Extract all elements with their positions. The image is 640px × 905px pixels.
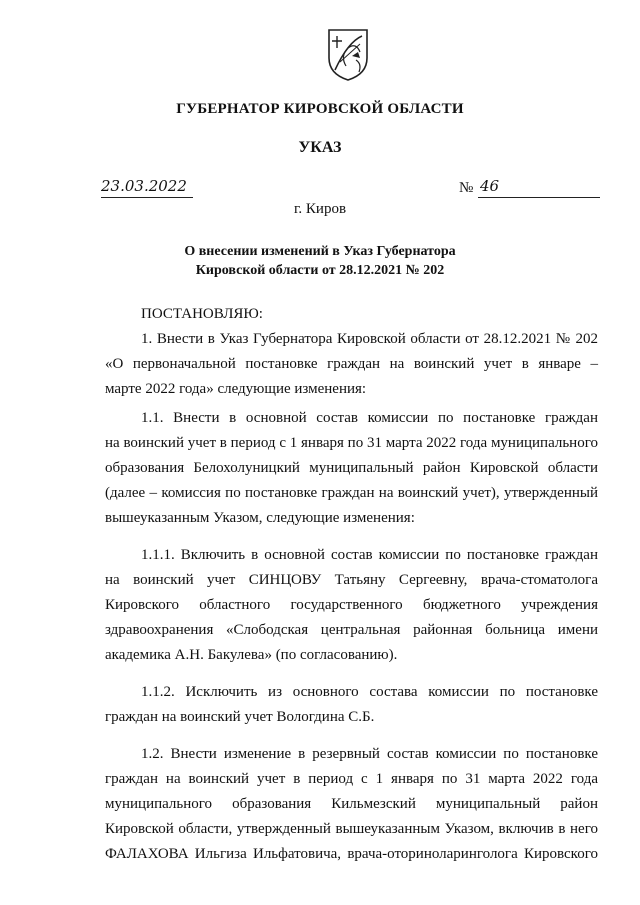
decree-number: 46 (480, 177, 500, 195)
paragraph-1-1-1-line: на воинский учет СИНЦОВУ Татьяну Сергеевну, врача-стоматолога (105, 572, 598, 588)
paragraph-1-1-line: образования Белохолуницкий муниципальный район Кировской области (105, 460, 598, 476)
document-body (105, 302, 598, 867)
paragraph-1-line: марте 2022 года» следующие изменения: (105, 381, 367, 397)
decree-date: 23.03.2022 (101, 177, 187, 195)
document-title (0, 242, 640, 280)
document-title-line: О внесении изменений в Указ Губернатора (184, 244, 456, 259)
paragraph-1-2-line: граждан на воинский учет в период с 1 января по 31 марта 2022 года (105, 771, 598, 787)
decree-number-label: № (459, 180, 474, 196)
paragraph-1-1-line: (далее – комиссия по постановке граждан на воинский учет), утвержденный (105, 485, 598, 501)
coat-of-arms-emblem (326, 26, 370, 82)
paragraph-1-2-line: Кировской области, утвержденный вышеуказанным Указом, включив в него (105, 821, 598, 837)
paragraph-1-1-line: 1.1. Внести в основной состав комиссии по постановке граждан (141, 410, 598, 426)
paragraph-1-1-1-line: здравоохранения «Слободская центральная районная больница имени (105, 622, 598, 638)
paragraph-1-1-1-line: академика А.Н. Бакулева» (по согласованию). (105, 647, 398, 663)
paragraph-1-1-2-line: 1.1.2. Исключить из основного состава комиссии по постановке (141, 684, 598, 700)
paragraph-1-line: «О первоначальной постановке граждан на воинский учет в январе – (105, 356, 598, 372)
document-title-line: Кировской области от 28.12.2021 № 202 (195, 263, 445, 278)
paragraph-1-2-line: муниципального образования Кильмезский муниципальный район (105, 796, 598, 812)
paragraph-1-1-2-line: граждан на воинский учет Вологдина С.Б. (105, 709, 375, 725)
decree-number-field (478, 177, 600, 198)
issuing-authority: ГУБЕРНАТОР КИРОВСКОЙ ОБЛАСТИ (176, 101, 464, 117)
paragraph-1-2-line: ФАЛАХОВА Ильгиза Ильфатовича, врача-оториноларинголога Кировского (105, 846, 598, 862)
paragraph-1-1-1-line: 1.1.1. Включить в основной состав комиссии по постановке граждан (141, 547, 598, 563)
decree-date-field (101, 177, 193, 198)
paragraph-1-1-1-line: Кировского областного государственного бюджетного учреждения (105, 597, 598, 613)
document-type: УКАЗ (298, 139, 342, 156)
decree-word: ПОСТАНОВЛЯЮ: (141, 306, 263, 322)
issue-city: г. Киров (293, 201, 347, 217)
paragraph-1-1-line: вышеуказанным Указом, следующие изменения: (105, 510, 415, 526)
paragraph-1-1-line: на воинский учет в период с 1 января по 31 марта 2022 года муниципального (105, 435, 598, 451)
paragraph-1-line: 1. Внести в Указ Губернатора Кировской области от 28.12.2021 № 202 (141, 331, 598, 347)
paragraph-1-2-line: 1.2. Внести изменение в резервный состав комиссии по постановке (141, 746, 598, 762)
